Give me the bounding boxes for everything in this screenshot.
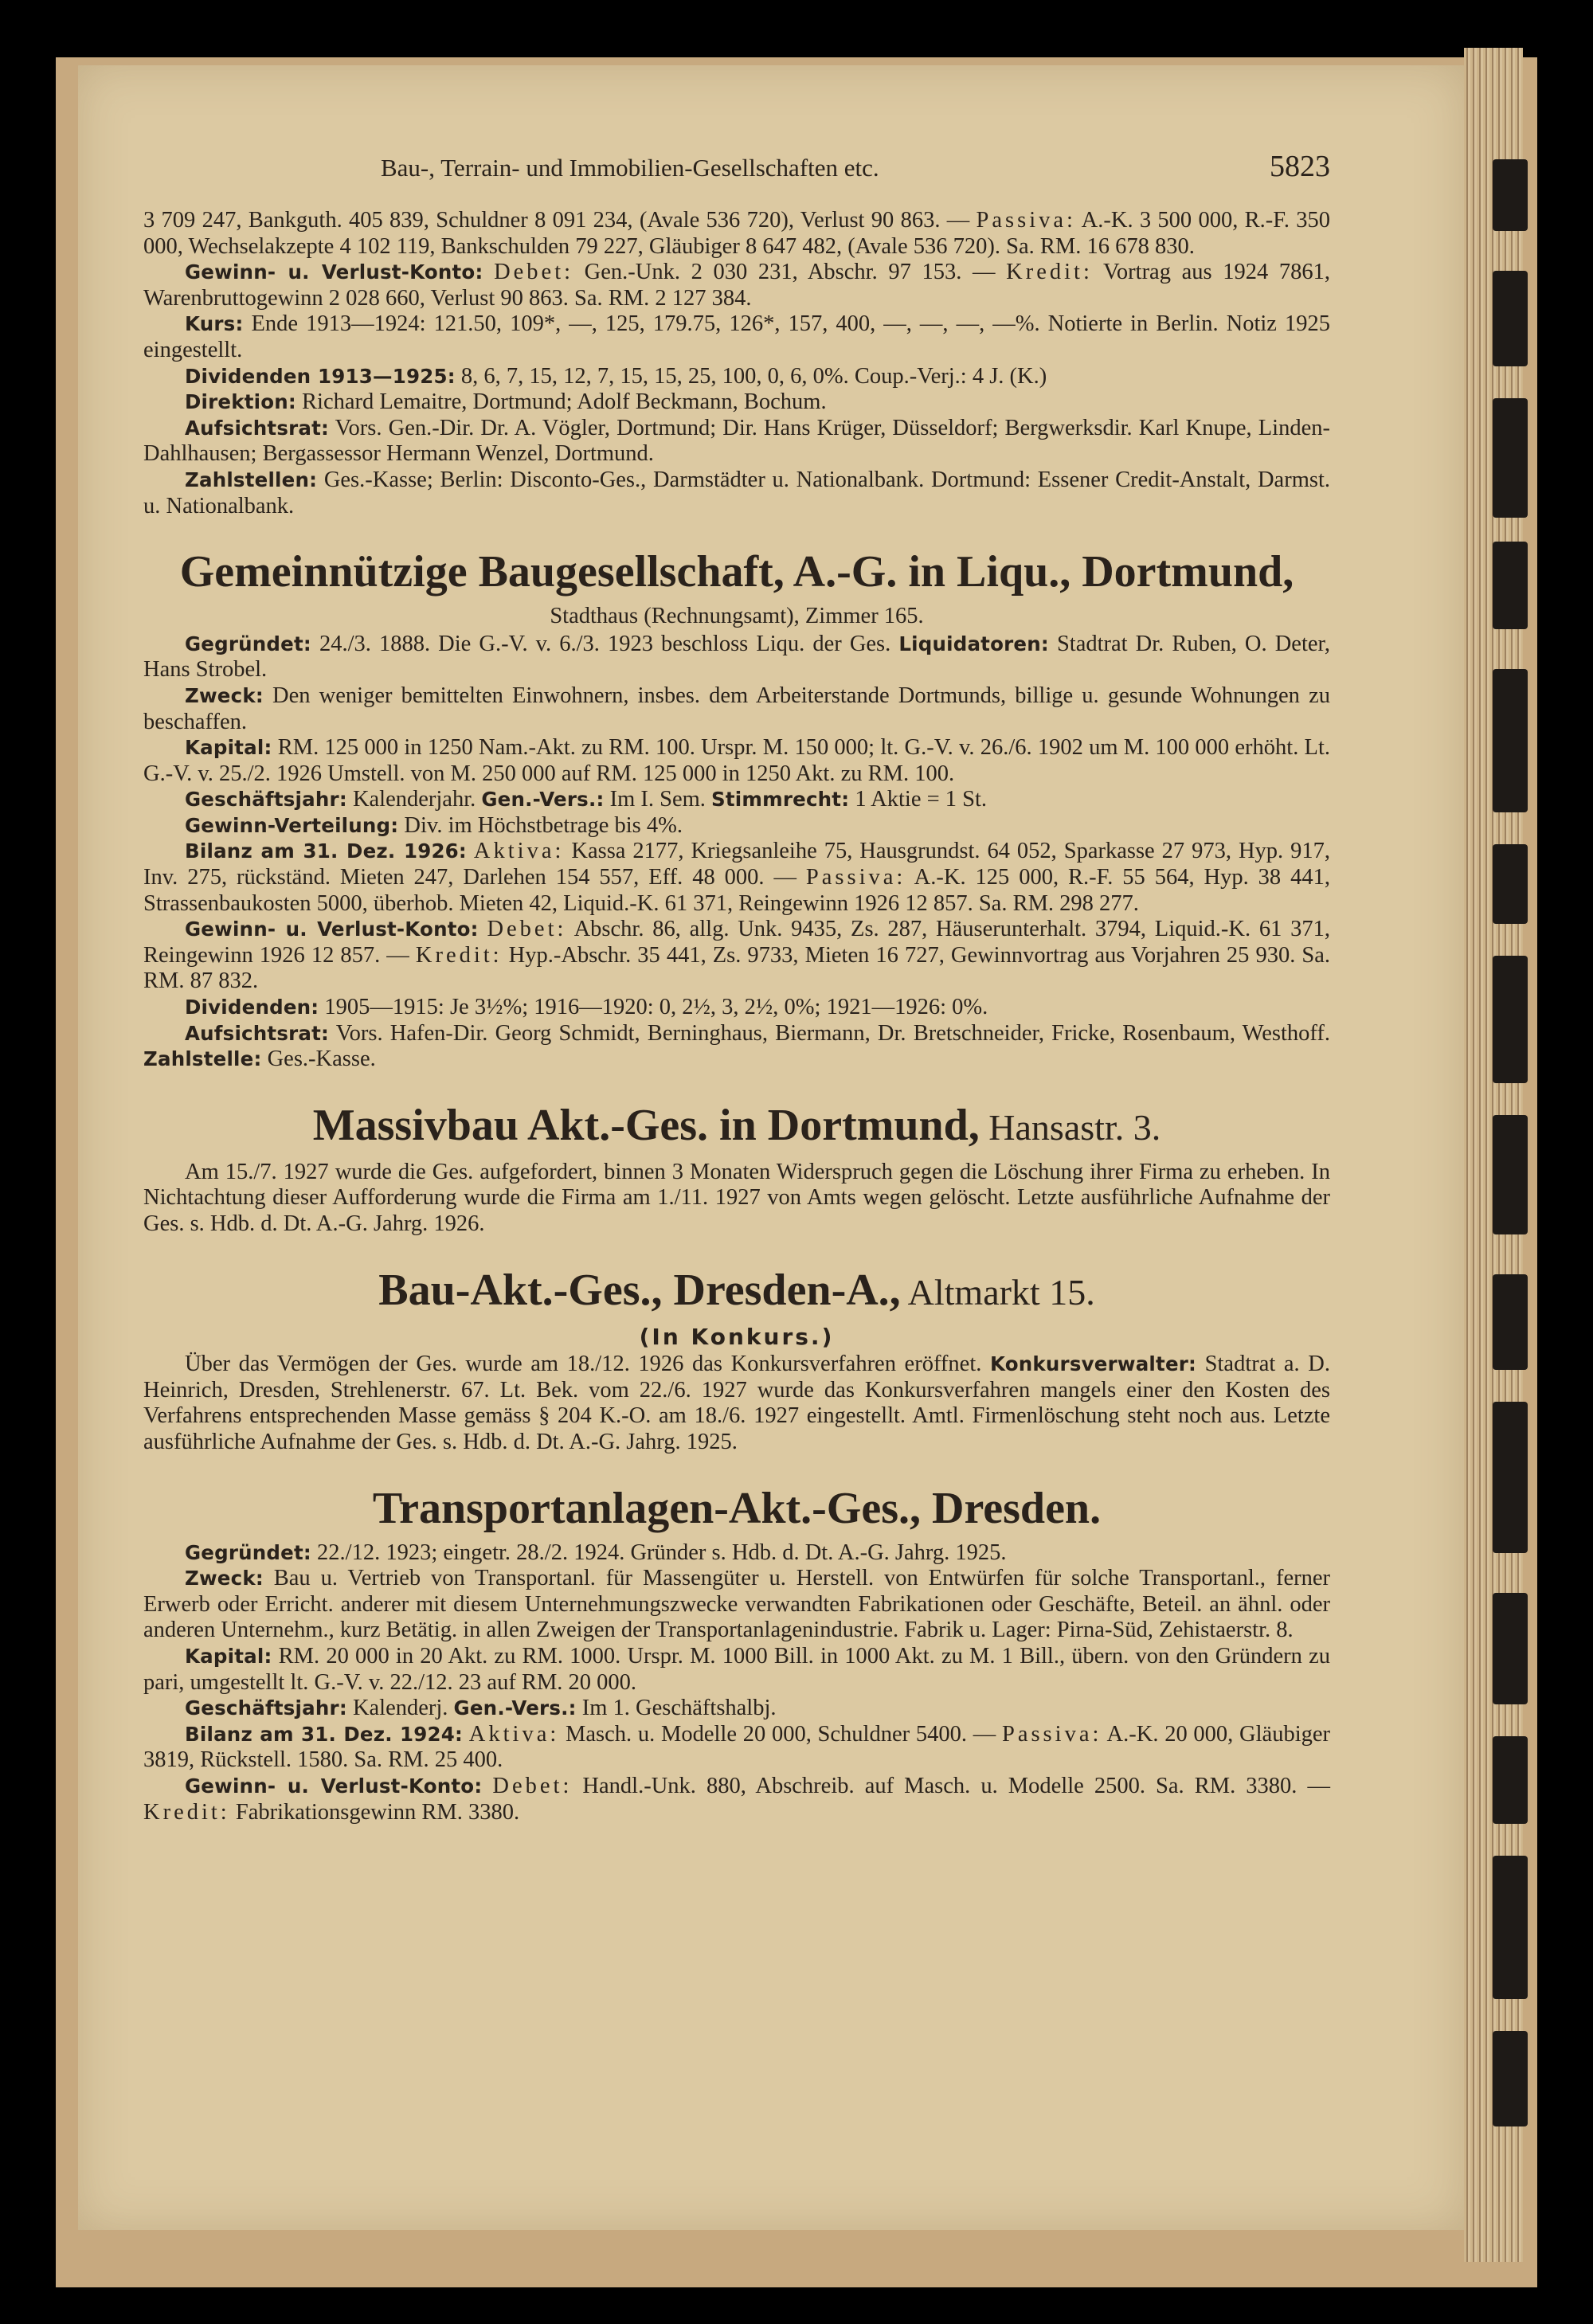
bankruptcy-entry: Über das Vermögen der Ges. wurde am 18./12. 1926 das Konkursverfahren eröffnet. Konkursverwalter: Stadtrat a. D. Heinrich, Dresden, Strehlenerstr. 67. Lt. Bek. vom 22./6. 1927 wurde das Konkursverfahren mangels einer den Kosten des Verfahrens entsprechenden Masse gemäss § 204 K.-O. am 18./6. 1927 eingestellt. Amtl. Firmenlöschung steht noch aus. Letzte ausführliche Aufnahme der Ges. s. Hdb. d. Dt. A.-G. Jahrg. 1925. [143,1352,1330,1454]
page-text [143,150,1331,1825]
kurs-entry: Kurs: Ende 1913—1924: 121.50, 109*, —, 125, 179.75, 126*, 157, 400, —, —, —, —%. Notierte in Berlin. Notiz 1925 eingestellt. [143,311,1330,362]
balance-entry: Bilanz am 31. Dez. 1926: Aktiva: Kassa 2177, Kriegsanleihe 75, Hausgrundst. 64 052, Sparkasse 27 973, Hyp. 917, Inv. 275, rückständ. Mieten 247, Darlehen 154 557, Eff. 48 000. — Passiva: A.-K. 125 000, R.-F. 55 564, Hyp. 38 441, Strassenbaukosten 5000, überhob. Mieten 42, Liquid.-K. 61 371, Reingewinn 1926 12 857. Sa. RM. 298 277. [143,839,1331,916]
founded-entry: Gegründet: 22./12. 1923; eingetr. 28./2. 1924. Gründer s. Hdb. d. Dt. A.-G. Jahrg. 1925. [185,1540,1007,1565]
tab-markers [1493,112,1528,2150]
company-title: Transportanlagen-Akt.-Ges., Dresden. [372,1483,1102,1533]
paying-agents-entry: Zahlstellen: Ges.-Kasse; Berlin: Disconto-Ges., Darmstädter u. Nationalbank. Dortmund: Essener Credit-Anstalt, Darmst. u. Nationalbank. [143,467,1330,518]
company-address: Stadthaus (Rechnungsamt), Zimmer 165. [550,604,924,629]
bankruptcy-status: (In Konkurs.) [639,1323,835,1350]
balance-entry: Bilanz am 31. Dez. 1924: Aktiva: Masch. u. Modelle 20 000, Schuldner 5400. — Passiva: A.-K. 20 000, Gläubiger 3819, Rückstell. 1580. Sa. RM. 25 400. [143,1721,1331,1773]
deletion-notice: Am 15./7. 1927 wurde die Ges. aufgefordert, binnen 3 Monaten Widerspruch gegen die Löschung ihrer Firma zu erheben. In Nichtachtung dieser Aufforderung wurde die Firma am 1./11. 1927 von Amts wegen gelöscht. Letzte ausführliche Aufnahme der Ges. s. Hdb. d. Dt. A.-G. Jahrg. 1926. [143,1159,1330,1236]
supervisory-board-entry: Aufsichtsrat: Vors. Hafen-Dir. Georg Schmidt, Berninghaus, Biermann, Dr. Bretschneider, Fricke, Rosenbaum, Westhoff. Zahlstelle: Ges.-Kasse. [143,1020,1330,1072]
supervisory-board-entry: Aufsichtsrat: Vors. Gen.-Dir. Dr. A. Vögler, Dortmund; Dir. Hans Krüger, Düsseldorf; Bergwerksdir. Karl Knupe, Linden-Dahlhausen; Bergassessor Hermann Wenzel, Dortmund. [143,415,1330,467]
capital-entry: Kapital: RM. 125 000 in 1250 Nam.-Akt. zu RM. 100. Urspr. M. 150 000; lt. G.-V. v. 26./6. 1902 um M. 100 000 erhöht. Lt. G.-V. v. 25./2. 1926 Umstell. von M. 250 000 auf RM. 125 000 in 1250 Akt. zu RM. 100. [143,735,1330,786]
capital-entry: Kapital: RM. 20 000 in 20 Akt. zu RM. 1000. Urspr. M. 1000 Bill. in 1000 Akt. zu M. 1 Bill., übern. von den Gründern zu pari, umgestellt lt. G.-V. v. 22./12. 23 auf RM. 20 000. [143,1643,1330,1695]
dividend-entry: Dividenden: 1905—1915: Je 3½%; 1916—1920: 0, 2½, 3, 2½, 0%; 1921—1926: 0%. [185,995,988,1020]
fiscal-year-entry: Geschäftsjahr: Kalenderj. Gen.-Vers.: Im 1. Geschäftshalbj. [185,1696,777,1721]
profit-loss-entry: Gewinn- u. Verlust-Konto: Debet: Gen.-Unk. 2 030 231, Abschr. 97 153. — Kredit: Vortrag aus 1924 7861, Warenbruttogewinn 2 028 660, Verlust 90 863. Sa. RM. 2 127 384. [143,260,1330,311]
dividend-entry: Dividenden 1913—1925: 8, 6, 7, 15, 12, 7, 15, 15, 25, 100, 0, 6, 0%. Coup.-Verj.: 4 J. (K.) [185,363,1047,389]
direction-entry: Direktion: Richard Lemaitre, Dortmund; Adolf Beckmann, Bochum. [185,389,827,415]
purpose-entry: Zweck: Den weniger bemittelten Einwohnern, insbes. dem Arbeiterstande Dortmunds, billige u. gesunde Wohnungen zu beschaffen. [143,683,1330,734]
fiscal-year-entry: Geschäftsjahr: Kalenderjahr. Gen.-Vers.: Im I. Sem. Stimmrecht: 1 Aktie = 1 St. [185,787,988,812]
profit-distribution-entry: Gewinn-Verteilung: Div. im Höchstbetrage bis 4%. [185,812,683,838]
company-title: Gemeinnützige Baugesellschaft, A.-G. in Liqu., Dortmund, [179,547,1294,597]
company-title: Bau-Akt.-Ges., Dresden-A., Altmarkt 15. [378,1265,1095,1315]
balance-continuation: 3 709 247, Bankguth. 405 839, Schuldner 8 091 234, (Avale 536 720), Verlust 90 863. — Passiva: A.-K. 3 500 000, R.-F. 350 000, Wechselakzepte 4 102 119, Bankschulden 79 227, Gläubiger 8 647 482, (Avale 536 720). Sa. RM. 16 678 830. [143,208,1330,259]
purpose-entry: Zweck: Bau u. Vertrieb von Transportanl. für Massengüter u. Herstell. von Entwürfen für solche Transportanl., ferner Erwerb oder Erricht. anderer mit diesem Unternehmungszwecke verwandten Fabrikationen oder Geschäfte, Beteil. an ähnl. oder anderen Unternehm., kurz Betätig. in allen Zweigen der Transportanlagenindustrie. Fabrik u. Lager: Pirna-Süd, Zehistaerstr. 8. [143,1566,1330,1643]
company-title: Massivbau Akt.-Ges. in Dortmund, Hansastr. 3. [312,1100,1161,1150]
profit-loss-entry: Gewinn- u. Verlust-Konto: Debet: Handl.-Unk. 880, Abschreib. auf Masch. u. Modelle 2500. Sa. RM. 3380. — Kredit: Fabrikationsgewinn RM. 3380. [143,1773,1330,1825]
running-header [143,150,1330,190]
page-number: 5823 [1270,150,1330,183]
header-title: Bau-, Terrain- und Immobilien-Gesellschaften etc. [381,154,879,182]
founded-entry: Gegründet: 24./3. 1888. Die G.-V. v. 6./3. 1923 beschloss Liqu. der Ges. Liquidatoren: Stadtrat Dr. Ruben, O. Deter, Hans Strobel. [143,631,1330,683]
profit-loss-entry: Gewinn- u. Verlust-Konto: Debet: Abschr. 86, allg. Unk. 9435, Zs. 287, Häuserunterhalt. 3794, Liquid.-K. 61 371, Reingewinn 1926 12 857. — Kredit: Hyp.-Abschr. 35 441, Zs. 9733, Mieten 16 727, Gewinnvortrag aus Vorjahren 25 930. Sa. RM. 87 832. [143,917,1331,994]
